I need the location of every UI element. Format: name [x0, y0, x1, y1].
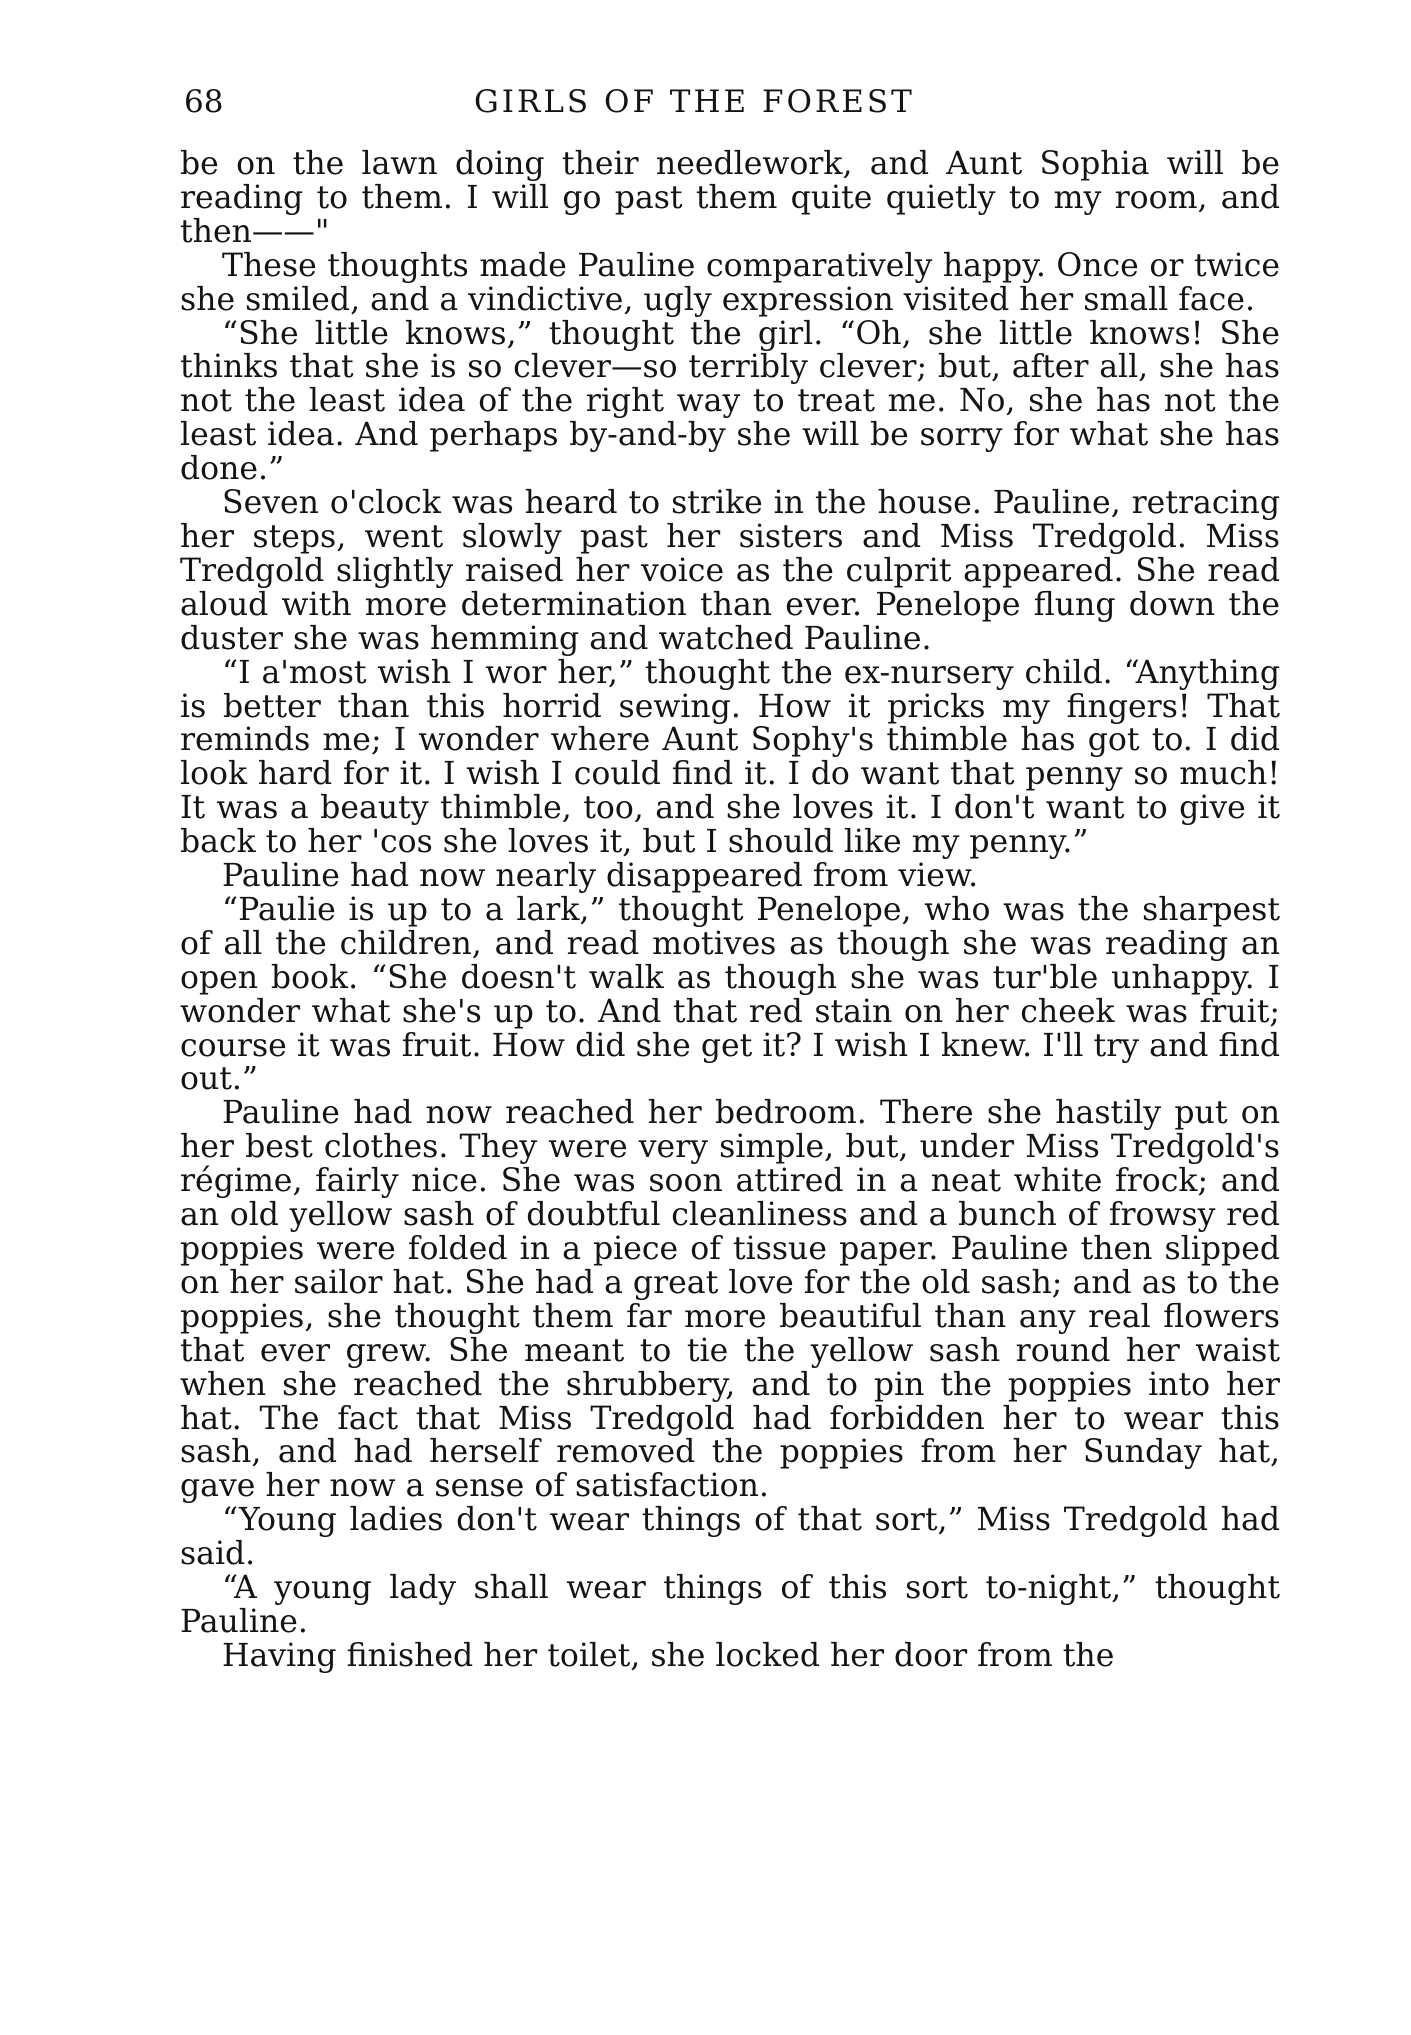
body-text — [180, 148, 1280, 1674]
paragraph: “Young ladies don't wear things of that sort,” Miss Tredgold had said. — [180, 1502, 1280, 1573]
paragraph: “I a'most wish I wor her,” thought the ex-nursery child. “Anything is better than this horrid sewing. How it pricks my fingers! That reminds me; I wonder where Aunt Sophy's thimble has got to. I did look hard for it. I wish I could find it. I do want that penny so much! It was a beauty thimble, too, and she loves it. I don't want to give it back to her 'cos she loves it, but I should like my penny.” — [180, 654, 1280, 861]
paragraph: Having finished her toilet, she locked her door from the — [222, 1637, 1115, 1674]
paragraph: “Paulie is up to a lark,” thought Penelope, who was the sharpest of all the children, and read motives as though she was reading an open book. “She doesn't walk as though she was tur'ble unhappy. I wonder what she's up to. And that red stain on her cheek was fruit; course it was fruit. How did she get it? I wish I knew. I'll try and find out.” — [180, 891, 1280, 1098]
paragraph: Seven o'clock was heard to strike in the house. Pauline, retracing her steps, went slowly past her sisters and Miss Tredgold. Miss Tredgold slightly raised her voice as the culprit appeared. She read aloud with more determination than ever. Penelope flung down the duster she was hemming and watched Pauline. — [180, 485, 1280, 657]
running-head — [184, 80, 1276, 124]
paragraph: These thoughts made Pauline comparatively happy. Once or twice she smiled, and a vindictive, ugly expression visited her small face. — [180, 247, 1280, 318]
running-title: GIRLS OF THE FOREST — [474, 84, 915, 120]
paragraph: be on the lawn doing their needlework, and Aunt Sophia will be reading to them. I will go past them quite quietly to my room, and then——" — [180, 146, 1280, 250]
paragraph: Pauline had now reached her bedroom. There she hastily put on her best clothes. They were very simple, but, under Miss Tredgold's régime, fairly nice. She was soon attired in a neat white frock; and an old yellow sash of doubtful cleanliness and a bunch of frowsy red poppies were folded in a piece of tissue paper. Pauline then slipped on her sailor hat. She had a great love for the old sash; and as to the poppies, she thought them far more beautiful than any real flowers that ever grew. She meant to tie the yellow sash round her waist when she reached the shrubbery, and to pin the poppies into her hat. The fact that Miss Tredgold had forbidden her to wear this sash, and had herself removed the poppies from her Sunday hat, gave her now a sense of satisfaction. — [180, 1095, 1280, 1505]
page-number: 68 — [184, 84, 224, 120]
paragraph: “She little knows,” thought the girl. “Oh, she little knows! She thinks that she is so clever—so terribly clever; but, after all, she has not the least idea of the right way to treat me. No, she has not the least idea. And perhaps by-and-by she will be sorry for what she has done.” — [180, 315, 1280, 488]
paragraph: “A young lady shall wear things of this sort to-night,” thought Pauline. — [180, 1570, 1280, 1640]
paragraph: Pauline had now nearly disappeared from view. — [222, 858, 979, 895]
